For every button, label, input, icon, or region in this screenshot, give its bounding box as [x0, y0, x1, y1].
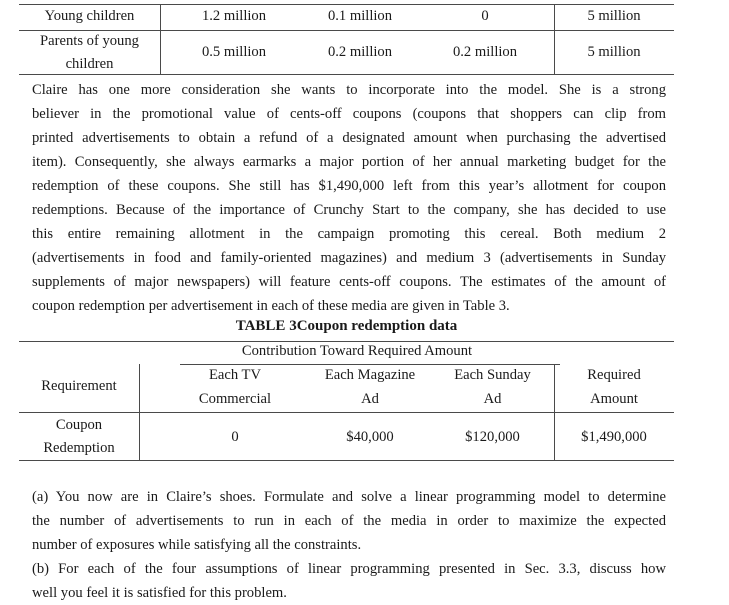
question-b-line: well you feel it is satisfied for this problem. [32, 585, 287, 601]
table-3-header-rule [19, 412, 674, 413]
row-young-children-sunday: 0 [481, 8, 489, 24]
row-parents-label-line1: Parents of young [40, 33, 139, 49]
top-table-top-rule [19, 4, 674, 5]
row-young-children-magazine: 0.1 million [327, 8, 393, 24]
paragraph-line: this entire remaining allotment in the campaign promoting this cereal. Both medium 2 [32, 226, 666, 242]
paragraph-line: Claire has one more consideration she wants to incorporate into the model. She is a strong [32, 82, 666, 98]
paragraph-line: coupon redemption per advertisement in each of these media are given in Table 3. [32, 298, 510, 314]
question-a-line: the number of advertisements to run in each of the media in order to maximize the expected [32, 513, 666, 529]
table-3-col-magazine-line2: Ad [361, 391, 379, 407]
top-table-row-rule [19, 30, 674, 31]
table-3-row-magazine: $40,000 [346, 429, 394, 445]
paragraph-line: (advertisements in food and family-oriented magazines) and medium 3 (advertisements in Sunday [32, 250, 666, 266]
table-3-col-tv-line2: Commercial [198, 391, 272, 407]
paragraph-line: redemption of these coupons. She still has $1,490,000 left from this year’s allotment for coupon [32, 178, 666, 194]
question-b-line: (b) For each of the four assumptions of linear programming presented in Sec. 3.3, discuss how [32, 561, 666, 577]
table-3-col-requirement: Requirement [41, 378, 117, 394]
table-3-row-required: $1,490,000 [581, 429, 647, 445]
row-parents-magazine: 0.2 million [327, 44, 393, 60]
row-parents-tv: 0.5 million [201, 44, 267, 60]
table-3-bottom-rule [19, 460, 674, 461]
table-3-col-sunday-line1: Each Sunday [454, 367, 531, 383]
row-parents-label-line2: children [65, 56, 114, 72]
table-3-title: TABLE 3Coupon redemption data [235, 318, 458, 334]
questions-block [32, 485, 666, 605]
table-3-col-sunday-line2: Ad [483, 391, 502, 407]
paragraph-line: redemptions. Because of the importance of Crunchy Start to the company, she has decided to use [32, 202, 666, 218]
top-table-bottom-rule [19, 74, 674, 75]
paragraph-line: item). Consequently, she always earmarks a major portion of her annual marketing budget for the [32, 154, 666, 170]
row-parents-required: 5 million [587, 44, 641, 60]
row-young-children-label: Young children [44, 8, 135, 24]
table-3-row-label-line2: Redemption [43, 440, 115, 456]
table-3-row-sunday: $120,000 [465, 429, 520, 445]
body-paragraph [32, 78, 666, 318]
question-a-line: (a) You now are in Claire’s shoes. Formulate and solve a linear programming model to determine [32, 489, 666, 505]
table-3-col-magazine-line1: Each Magazine [324, 367, 416, 383]
table-3-row-label-line1: Coupon [55, 417, 103, 433]
question-a-line: number of exposures while satisfying all the constraints. [32, 537, 362, 553]
table-3-top-rule [19, 341, 674, 342]
table-3-group-rule [180, 364, 560, 365]
row-parents-sunday: 0.2 million [452, 44, 518, 60]
table-3-col-required-line1: Required [587, 367, 641, 383]
table-3-group-header: Contribution Toward Required Amount [241, 343, 473, 359]
paragraph-line: printed advertisements to obtain a refund of a designated amount when purchasing the advertised [32, 130, 666, 146]
table-3-col-required-line2: Amount [590, 391, 638, 407]
row-young-children-tv: 1.2 million [201, 8, 267, 24]
row-young-children-required: 5 million [587, 8, 641, 24]
table-3-col-tv-line1: Each TV [208, 367, 261, 383]
paragraph-line: supplements of major newspapers) will feature cents-off coupons. The estimates of the amount of [32, 274, 666, 290]
paragraph-line: believer in the promotional value of cents-off coupons (coupons that shoppers can clip from [32, 106, 666, 122]
table-3-row-tv: 0 [231, 429, 239, 445]
